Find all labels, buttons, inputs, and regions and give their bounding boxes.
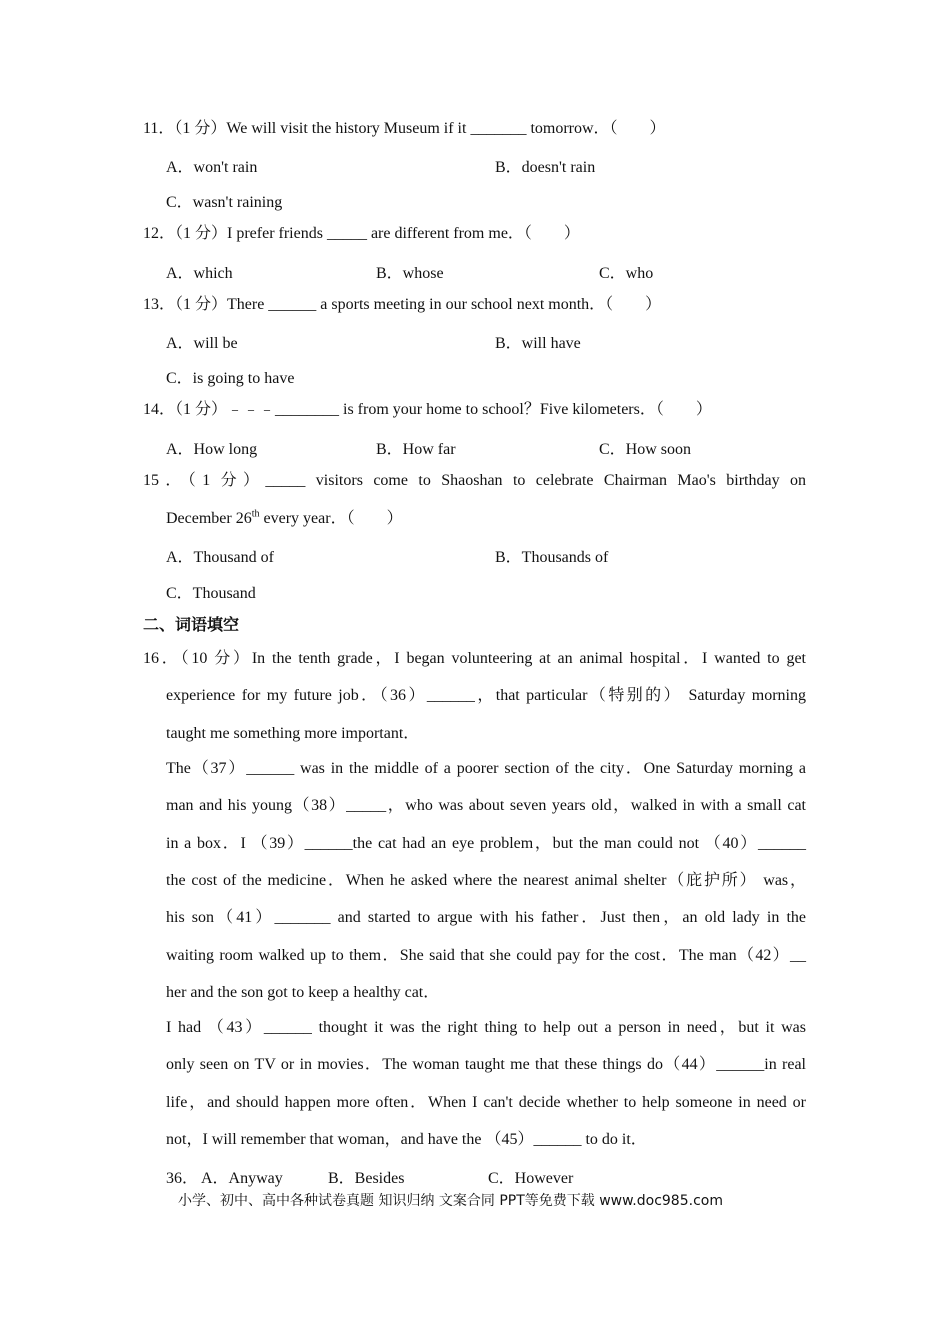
q11-option-c: C．wasn't raining <box>166 194 283 211</box>
passage-line: man and his young（38）_____，who was about seven years old，walked in with a small cat <box>166 797 806 814</box>
passage-line: the cost of the medicine．When he asked where the nearest animal shelter（庇护所） was， <box>166 872 806 889</box>
question-14: 14．（1 分）﹣﹣﹣________ is from your home to school？Five kilometers．（ ） <box>143 401 712 418</box>
passage-line: his son（41）_______ and started to argue with his father．Just then，an old lady in the <box>166 909 806 926</box>
passage-line: waiting room walked up to them．She said that she could pay for the cost．The man（42）__ <box>166 947 807 964</box>
q15-date-suffix: th <box>251 508 260 520</box>
q14-option-b: B．How far <box>376 441 456 458</box>
q36-option-c: C．However <box>488 1170 574 1187</box>
question-13: 13．（1 分）There ______ a sports meeting in our school next month．（ ） <box>143 296 662 313</box>
passage-line: in a box．I （39）______the cat had an eye problem，but the man could not （40）______ <box>166 835 806 852</box>
passage-line: The（37）______ was in the middle of a poorer section of the city．One Saturday morning a <box>166 760 806 777</box>
q14-option-c: C．How soon <box>599 441 692 458</box>
footer-watermark: 小学、初中、高中各种试卷真题 知识归纳 文案合同 PPT等免费下载 www.doc985.com <box>178 1193 723 1209</box>
passage-line: only seen on TV or in movies．The woman taught me that these things do（44）______in real <box>166 1056 806 1073</box>
question-15-line1: 15．（1 分）_____ visitors come to Shaoshan to celebrate Chairman Mao's birthday on <box>143 472 806 489</box>
question-11: 11．（1 分）We will visit the history Museum if it _______ tomorrow．（ ） <box>143 120 666 137</box>
q36-option-b: B．Besides <box>328 1170 405 1187</box>
q13-option-a: A．will be <box>166 335 238 352</box>
q11-option-a: A．won't rain <box>166 159 258 176</box>
passage-line: taught me something more important． <box>166 725 420 742</box>
q12-option-b: B．whose <box>376 265 444 282</box>
q13-option-b: B．will have <box>495 335 581 352</box>
q14-option-a: A．How long <box>166 441 258 458</box>
question-15-line2 <box>166 509 403 529</box>
q12-option-a: A．which <box>166 265 233 282</box>
q36-option-a: A．Anyway <box>201 1170 283 1187</box>
q15-tail: every year．（ ） <box>259 510 403 527</box>
q11-option-b: B．doesn't rain <box>495 159 596 176</box>
passage-line: experience for my future job．（36）______，that particular（特别的） Saturday morning <box>166 687 806 704</box>
section-heading: 二、词语填空 <box>143 615 240 634</box>
q13-option-c: C．is going to have <box>166 370 295 387</box>
q36-number: 36． <box>166 1170 199 1187</box>
passage-line: 16．（10 分）In the tenth grade，I began volunteering at an animal hospital．I wanted to get <box>143 650 806 667</box>
q12-option-c: C．who <box>599 265 654 282</box>
q15-option-a: A．Thousand of <box>166 549 274 566</box>
passage-line: not，I will remember that woman，and have the （45）______ to do it． <box>166 1131 647 1148</box>
q15-date: December 26 <box>166 510 252 527</box>
q15-option-c: C．Thousand <box>166 585 256 602</box>
q15-option-b: B．Thousands of <box>495 549 609 566</box>
passage-line: life，and should happen more often．When I can't decide whether to help someone in need or <box>166 1094 807 1111</box>
passage-line: I had （43）______ thought it was the right thing to help out a person in need，but it was <box>166 1019 806 1036</box>
question-12: 12．（1 分）I prefer friends _____ are different from me．（ ） <box>143 225 580 242</box>
passage-line: her and the son got to keep a healthy cat． <box>166 984 440 1001</box>
